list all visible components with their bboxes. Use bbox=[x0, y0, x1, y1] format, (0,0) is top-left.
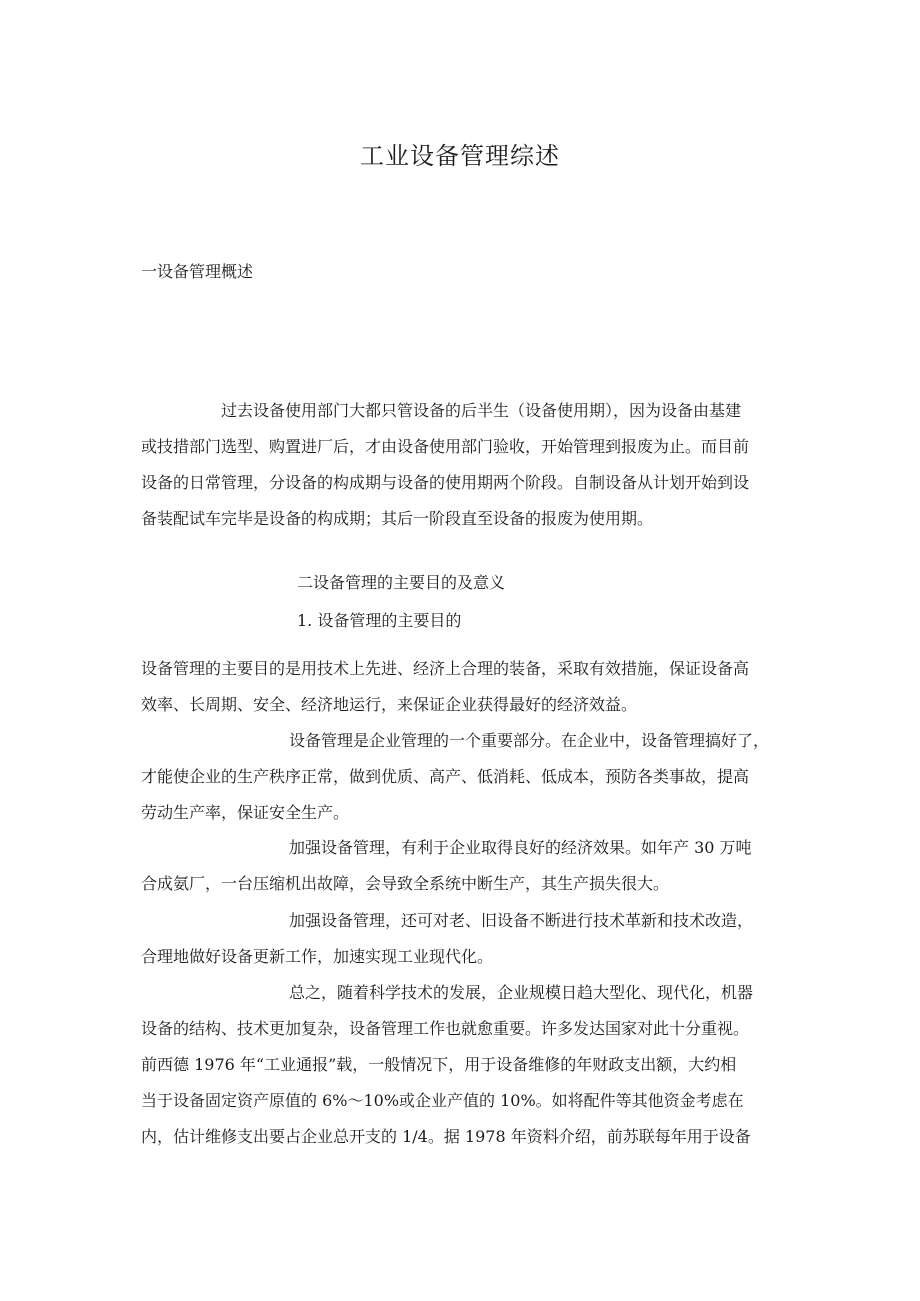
document-title: 工业设备管理综述 bbox=[360, 142, 560, 170]
paragraph-line: 劳动生产率，保证安全生产。 bbox=[141, 803, 350, 822]
paragraph-line: 才能使企业的生产秩序正常，做到优质、高产、低消耗、低成本，预防各类事故，提高 bbox=[141, 767, 750, 786]
paragraph-line: 设备管理的主要目的是用技术上先进、经济上合理的装备，采取有效措施，保证设备高 bbox=[141, 659, 750, 678]
section-heading-purpose: 二设备管理的主要目的及意义 bbox=[297, 573, 506, 592]
paragraph-line: 过去设备使用部门大都只管设备的后半生（设备使用期），因为设备由基建 bbox=[221, 401, 742, 420]
paragraph-line: 内，估计维修支出要占企业总开支的 1/4。据 1978 年资料介绍，前苏联每年用于设备 bbox=[141, 1127, 751, 1146]
paragraph-line: 设备管理是企业管理的一个重要部分。在企业中，设备管理搞好了， bbox=[289, 731, 770, 750]
paragraph-line: 总之，随着科学技术的发展，企业规模日趋大型化、现代化，机器 bbox=[289, 983, 754, 1002]
paragraph-line: 备装配试车完毕是设备的构成期；其后一阶段直至设备的报废为使用期。 bbox=[141, 509, 654, 528]
paragraph-line: 或技措部门选型、购置进厂后，才由设备使用部门验收，开始管理到报废为止。而目前 bbox=[141, 437, 750, 456]
paragraph-line: 合理地做好设备更新工作，加速实现工业现代化。 bbox=[141, 947, 494, 966]
paragraph-line: 前西德 1976 年“工业通报”载，一般情况下，用于设备维修的年财政支出额，大约相 bbox=[141, 1055, 737, 1074]
paragraph-importance bbox=[141, 723, 781, 831]
paragraph-line: 效率、长周期、安全、经济地运行，来保证企业获得最好的经济效益。 bbox=[141, 695, 638, 714]
paragraph-line: 加强设备管理，还可对老、旧设备不断进行技术革新和技术改造， bbox=[289, 911, 754, 930]
paragraph-main-purpose bbox=[141, 651, 781, 723]
paragraph-line: 合成氨厂，一台压缩机出故障，会导致全系统中断生产，其生产损失很大。 bbox=[141, 874, 670, 893]
paragraph-line: 设备的结构、技术更加复杂，设备管理工作也就愈重要。许多发达国家对此十分重视。 bbox=[141, 1019, 750, 1038]
section-heading-overview: 一设备管理概述 bbox=[141, 262, 254, 281]
paragraph-line: 当于设备固定资产原值的 6%～10%或企业产值的 10%。如将配件等其他资金考虑在 bbox=[141, 1091, 744, 1110]
paragraph-line: 设备的日常管理，分设备的构成期与设备的使用期两个阶段。自制设备从计划开始到设 bbox=[141, 473, 750, 492]
paragraph-renovation bbox=[141, 903, 781, 975]
paragraph-intro bbox=[141, 393, 781, 537]
paragraph-economic-effect bbox=[141, 830, 781, 902]
paragraph-line: 加强设备管理，有利于企业取得良好的经济效果。如年产 30 万吨 bbox=[289, 838, 752, 857]
subsection-heading-main-purpose: 1. 设备管理的主要目的 bbox=[297, 611, 462, 630]
paragraph-summary bbox=[141, 975, 781, 1155]
